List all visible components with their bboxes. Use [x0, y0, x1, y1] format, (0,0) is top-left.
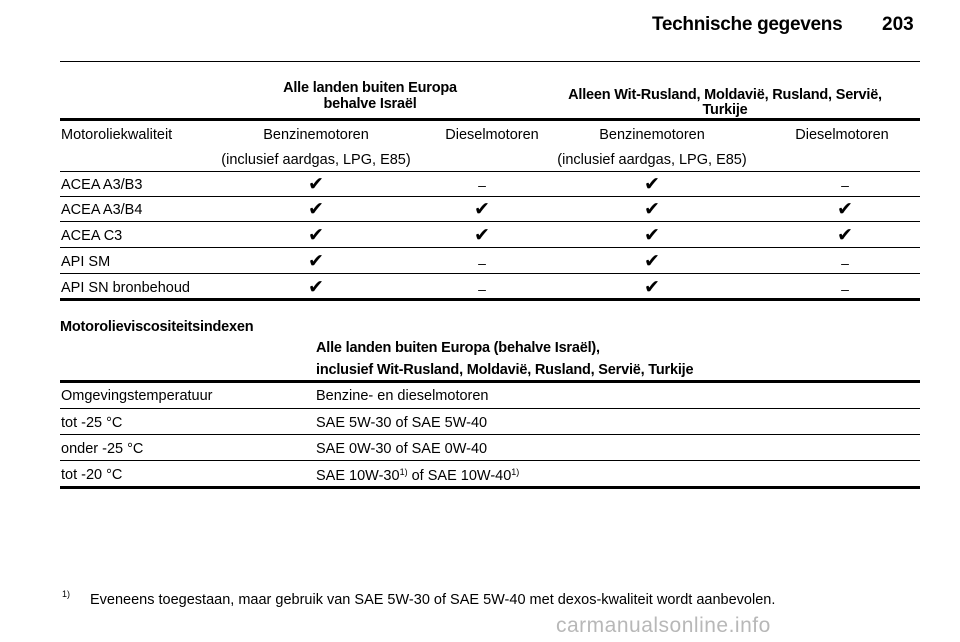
viscosity-bottom-rule: [60, 486, 920, 489]
oil-grade-cell: SAE 0W-30 of SAE 0W-40: [316, 441, 488, 457]
viscosity-top-rule: [60, 380, 920, 383]
dash-icon: –: [478, 255, 486, 271]
row-label: API SN bronbehoud: [61, 280, 190, 296]
check-icon: ✔: [644, 251, 660, 272]
footnote-mark: 1): [62, 589, 71, 599]
dash-icon: –: [478, 177, 486, 193]
check-icon: ✔: [644, 225, 660, 246]
page-number: 203: [882, 14, 914, 35]
check-icon: ✔: [837, 225, 853, 246]
footnote-ref: 1): [511, 467, 520, 477]
row-rule: [60, 196, 920, 197]
column-header-diesel-1: Dieselmotoren: [445, 127, 539, 143]
row-rule: [60, 460, 920, 461]
temperature-cell: tot -25 °C: [61, 415, 123, 431]
column-header-engines: Benzine- en dieselmotoren: [316, 388, 489, 404]
check-icon: ✔: [837, 199, 853, 220]
check-icon: ✔: [474, 225, 490, 246]
check-icon: ✔: [644, 277, 660, 298]
group-header-europe-line2: behalve Israël: [323, 96, 417, 112]
row-label: ACEA C3: [61, 228, 123, 244]
check-icon: ✔: [474, 199, 490, 220]
footnote-ref: 1): [399, 467, 408, 477]
oil-grade-cell: [316, 468, 519, 484]
dash-icon: –: [478, 281, 486, 297]
temperature-cell: onder -25 °C: [61, 441, 144, 457]
column-note-petrol-1: (inclusief aardgas, LPG, E85): [221, 152, 411, 168]
viscosity-group-header-line1: Alle landen buiten Europa (behalve Israël),: [316, 340, 600, 356]
column-header-diesel-2: Dieselmotoren: [795, 127, 889, 143]
row-rule: [60, 221, 920, 222]
watermark: carmanualsonline.info: [556, 614, 771, 637]
row-rule: [60, 408, 920, 409]
row-rule: [60, 273, 920, 274]
oil-grade-a: SAE 10W-30: [316, 468, 400, 484]
check-icon: ✔: [308, 225, 324, 246]
column-header-quality: Motoroliekwaliteit: [61, 127, 173, 143]
table-top-rule: [60, 118, 920, 121]
viscosity-group-header-line2: inclusief Wit-Rusland, Moldavië, Rusland, Servië, Turkije: [316, 362, 694, 378]
temperature-cell: tot -20 °C: [61, 467, 123, 483]
row-label: ACEA A3/B3: [61, 177, 143, 193]
column-header-temperature: Omgevingstemperatuur: [61, 388, 213, 404]
group-header-russia-line2: Turkije: [702, 102, 748, 118]
row-rule: [60, 171, 920, 172]
column-header-petrol-1: Benzinemotoren: [263, 127, 369, 143]
check-icon: ✔: [308, 251, 324, 272]
row-rule: [60, 434, 920, 435]
table-bottom-rule: [60, 298, 920, 301]
oil-grade-cell: SAE 5W-30 of SAE 5W-40: [316, 415, 488, 431]
footnote-text: Eveneens toegestaan, maar gebruik van SAE 5W-30 of SAE 5W-40 met dexos-kwaliteit wordt aanbevolen.: [90, 592, 776, 608]
column-note-petrol-2: (inclusief aardgas, LPG, E85): [557, 152, 747, 168]
group-header-russia-line1: Alleen Wit-Rusland, Moldavië, Rusland, Servië,: [568, 87, 882, 103]
check-icon: ✔: [644, 199, 660, 220]
group-header-europe-line1: Alle landen buiten Europa: [283, 80, 457, 96]
check-icon: ✔: [308, 277, 324, 298]
column-header-petrol-2: Benzinemotoren: [599, 127, 705, 143]
dash-icon: –: [841, 255, 849, 271]
dash-icon: –: [841, 177, 849, 193]
check-icon: ✔: [308, 174, 324, 195]
page-header-title: Technische gegevens: [652, 14, 843, 35]
check-icon: ✔: [644, 174, 660, 195]
dash-icon: –: [841, 281, 849, 297]
oil-grade-b: of SAE 10W-40: [407, 468, 512, 484]
check-icon: ✔: [308, 199, 324, 220]
row-label: API SM: [61, 254, 111, 270]
section-title: Motorolieviscositeitsindexen: [60, 319, 254, 335]
header-rule: [60, 61, 920, 62]
row-rule: [60, 247, 920, 248]
row-label: ACEA A3/B4: [61, 202, 143, 218]
